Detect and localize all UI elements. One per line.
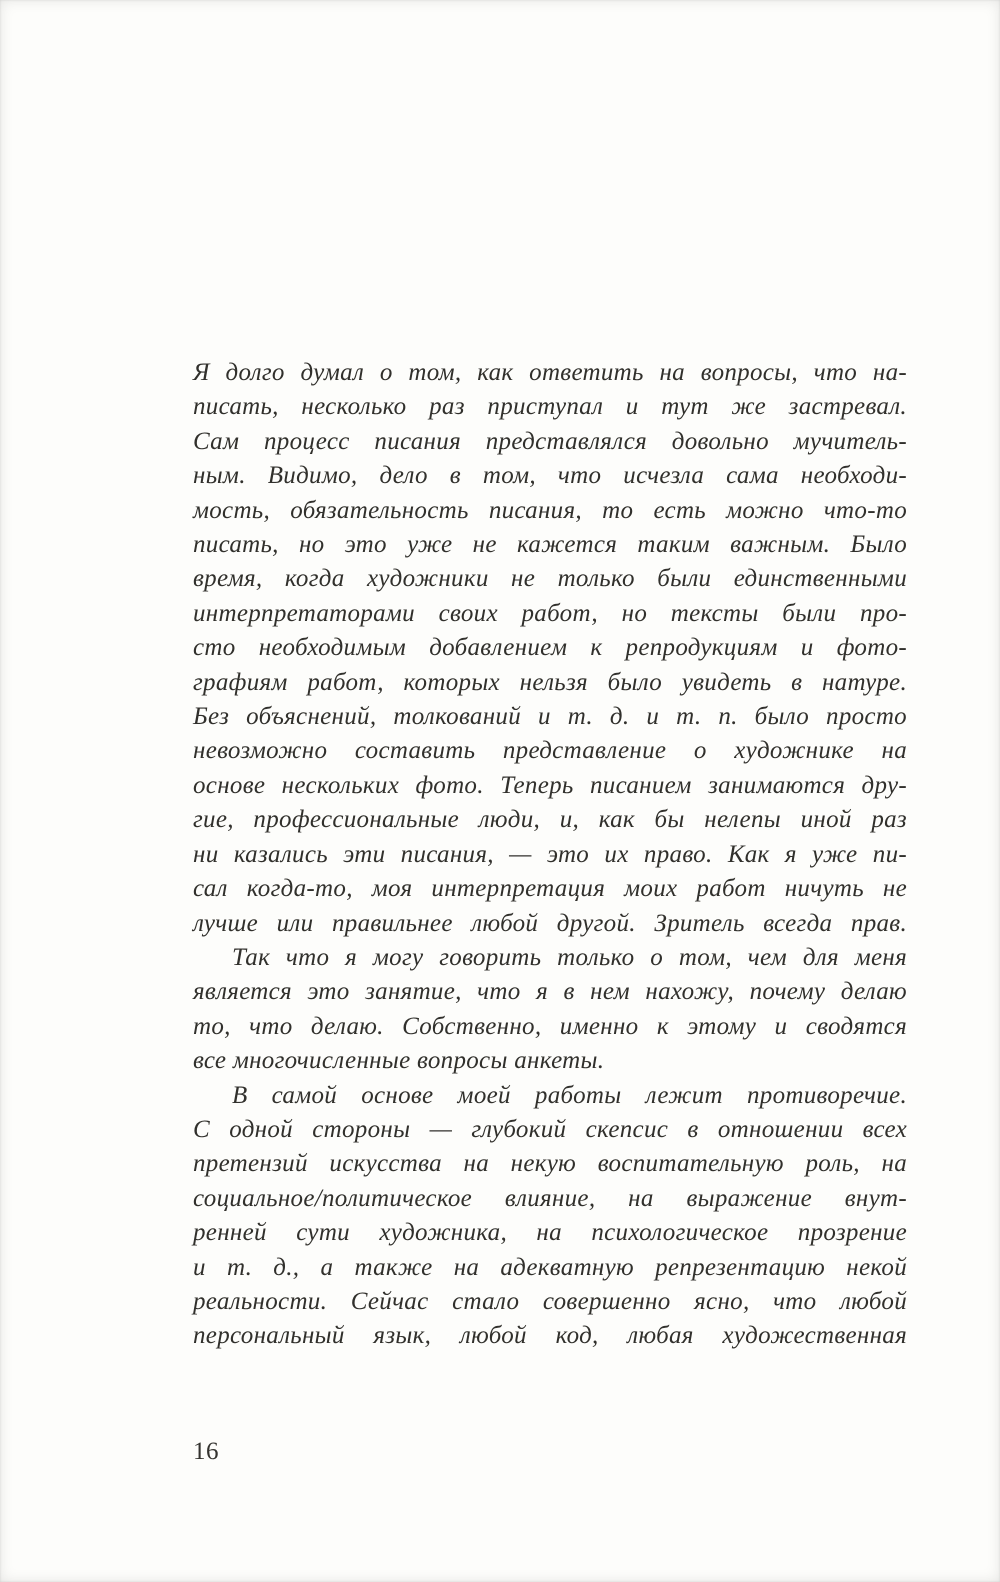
text-line: персональный язык, любой код, любая художественная	[193, 1322, 907, 1350]
text-line: графиям работ, которых нельзя было увидеть в натуре.	[193, 668, 907, 696]
text-line: реальности. Сейчас стало совершенно ясно, что любой	[193, 1287, 907, 1315]
text-line: и т. д., а также на адекватную репрезентацию некой	[193, 1253, 907, 1281]
text-line: гие, профессиональные люди, и, как бы нелепы иной раз	[193, 806, 907, 834]
text-line: ным. Видимо, дело в том, что исчезла сама необходи-	[193, 462, 907, 490]
text-line: то, что делаю. Собственно, именно к этому и сводятся	[193, 1012, 907, 1040]
text-line: Так что я могу говорить только о том, чем для меня	[232, 943, 907, 971]
text-line: В самой основе моей работы лежит противоречие.	[232, 1081, 907, 1109]
text-line: лучше или правильнее любой другой. Зритель всегда прав.	[193, 909, 907, 937]
text-line: все многочисленные вопросы анкеты.	[193, 1047, 605, 1075]
text-line: интерпретаторами своих работ, но тексты были про-	[193, 599, 907, 627]
text-line: время, когда художники не только были единственными	[193, 565, 907, 593]
text-line: сал когда-то, моя интерпретация моих работ ничуть не	[193, 875, 907, 903]
text-line: невозможно составить представление о художнике на	[193, 737, 907, 765]
text-line: писать, но это уже не кажется таким важным. Было	[193, 531, 907, 559]
text-line: писать, несколько раз приступал и тут же застревал.	[193, 393, 907, 421]
text-line: претензий искусства на некую воспитательную роль, на	[193, 1150, 907, 1178]
text-line: Сам процесс писания представлялся довольно мучитель-	[193, 427, 907, 455]
text-line: сто необходимым добавлением к репродукциям и фото-	[193, 634, 907, 662]
body-text	[193, 356, 907, 1354]
page-number: 16	[193, 1438, 219, 1465]
text-line: Без объяснений, толкований и т. д. и т. п. было просто	[193, 703, 907, 731]
text-line: социальное/политическое влияние, на выражение внут-	[193, 1184, 907, 1212]
text-line: мость, обязательность писания, то есть можно что-то	[193, 496, 907, 524]
text-line: основе нескольких фото. Теперь писанием занимаются дру-	[193, 771, 907, 799]
text-line: ни казались эти писания, — это их право. Как я уже пи-	[193, 840, 907, 868]
text-line: Я долго думал о том, как ответить на вопросы, что на-	[193, 359, 907, 386]
text-line: является это занятие, что я в нем нахожу, почему делаю	[193, 978, 907, 1006]
text-line: ренней сути художника, на психологическое прозрение	[193, 1219, 907, 1247]
text-line: С одной стороны — глубокий скепсис в отношении всех	[193, 1115, 907, 1143]
